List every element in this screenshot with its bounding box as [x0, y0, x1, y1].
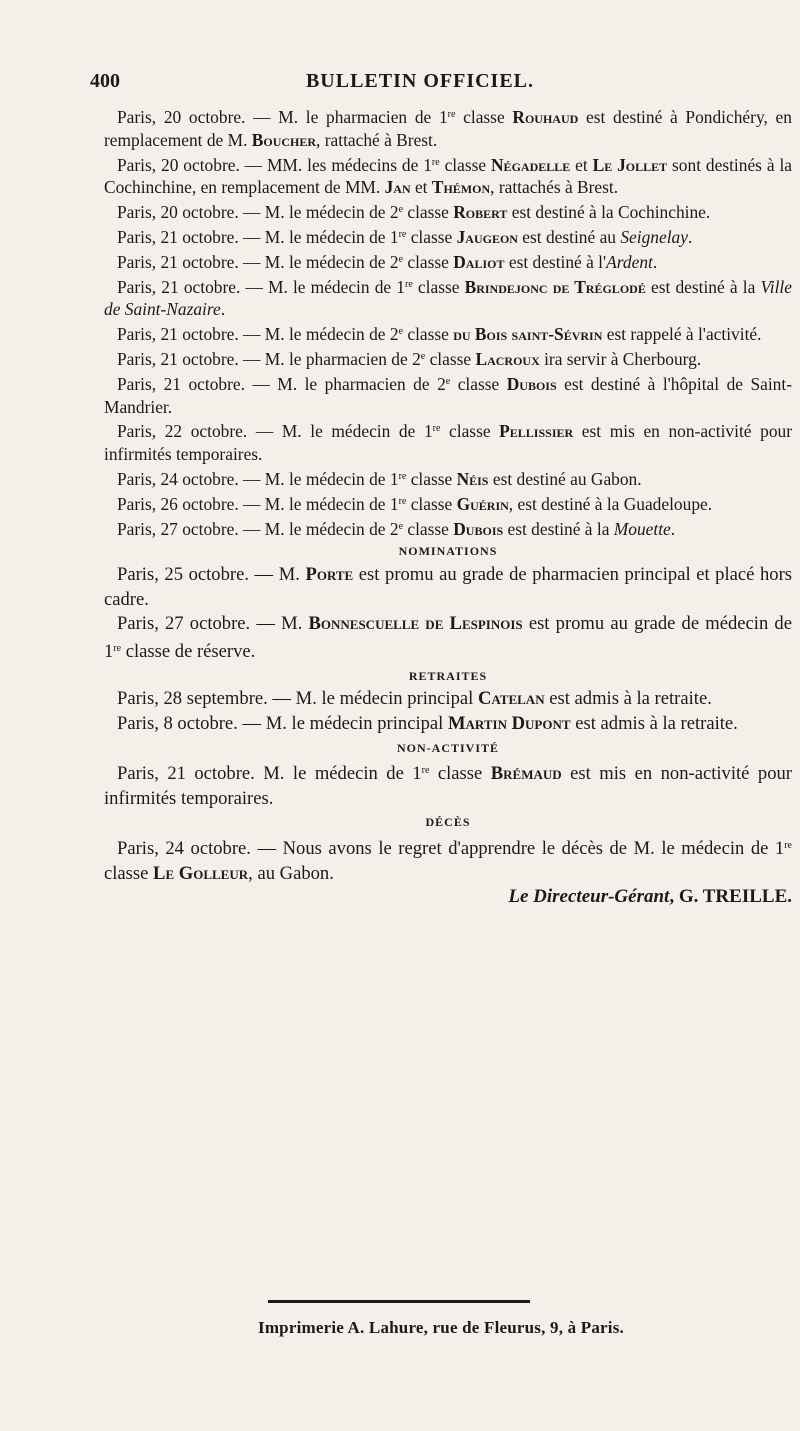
section-title-non-activite: NON-ACTIVITÉ	[396, 740, 499, 755]
person-name: Thémon	[431, 177, 491, 198]
entry-paragraph: Paris, 21 octobre. — M. le médecin de 1re classe Brindejonc de Tréglodé est destiné à la Ville de Saint-Nazaire.	[104, 276, 792, 320]
person-name: Daliot	[453, 251, 505, 272]
ship-name: Ardent	[606, 251, 653, 272]
person-name: du Bois saint-Sévrin	[453, 324, 603, 345]
running-title: BULLETIN OFFICIEL.	[305, 70, 535, 92]
entry-paragraph: Paris, 24 octobre. — M. le médecin de 1re classe Néis est destiné au Gabon.	[117, 468, 642, 489]
entry-paragraph: Paris, 26 octobre. — M. le médecin de 1re classe Guérin, est destiné à la Guadeloupe.	[117, 493, 713, 514]
entry-paragraph: Paris, 20 octobre. — M. le pharmacien de 1re classe Rouhaud est destiné à Pondichéry, en remplacement de M. Boucher, rattaché à Brest.	[104, 107, 792, 150]
section-title-nominations: NOMINATIONS	[398, 544, 498, 559]
person-name: Porte	[305, 564, 354, 586]
signature-name: G. TREILLE.	[678, 886, 792, 908]
signature-title: Le Directeur-Gérant	[508, 886, 670, 908]
entry-paragraph: Paris, 27 octobre. — M. Bonnescuelle de Lespinois est promu au grade de médecin de 1re classe de réserve.	[104, 613, 792, 662]
ship-name: Mouette	[613, 518, 671, 539]
entry-paragraph: Paris, 27 octobre. — M. le médecin de 2e classe Dubois est destiné à la Mouette.	[117, 518, 676, 539]
deces-section	[104, 834, 792, 886]
person-name: Jan	[384, 177, 411, 198]
person-name: Martin Dupont	[447, 712, 571, 734]
entry-paragraph: Paris, 21 octobre. — M. le médecin de 1re classe Jaugeon est destiné au Seignelay.	[117, 226, 693, 247]
entry-paragraph: Paris, 21 octobre. — M. le médecin de 2e classe Daliot est destiné à l'Ardent.	[117, 251, 658, 272]
entry-paragraph: Paris, 20 octobre. — MM. les médecins de 1re classe Négadelle et Le Jollet sont destinés à la Cochinchine, en remplacement de MM. Jan et Thémon, rattachés à Brest.	[104, 154, 792, 198]
person-name: Négadelle	[491, 154, 571, 175]
entry-paragraph: Paris, 28 septembre. — M. le médecin principal Catelan est admis à la retraite.	[117, 688, 712, 710]
section-title-retraites: RETRAITES	[408, 668, 488, 683]
person-name: Lacroux	[475, 348, 540, 369]
person-name: Le Golleur	[153, 862, 249, 884]
person-name: Brindejonc de Tréglodé	[464, 276, 646, 297]
entry-paragraph: Paris, 22 octobre. — M. le médecin de 1re classe Pellissier est mis en non-activité pour infirmités temporaires.	[104, 421, 792, 465]
ship-name: Ville de Saint-Nazaire	[104, 276, 792, 320]
entry-paragraph: Paris, 25 octobre. — M. Porte est promu au grade de pharmacien principal et placé hors cadre.	[104, 564, 792, 610]
footer-rule	[268, 1300, 530, 1303]
page-body	[104, 104, 792, 909]
entry-paragraph: Paris, 21 octobre. M. le médecin de 1re classe Brémaud est mis en non-activité pour infirmités temporaires.	[104, 763, 792, 809]
retraites-section	[104, 687, 792, 736]
person-name: Brémaud	[490, 763, 562, 785]
person-name: Néis	[456, 468, 489, 489]
entry-paragraph: Paris, 24 octobre. — Nous avons le regret d'apprendre le décès de M. le médecin de 1re classe Le Golleur, au Gabon.	[104, 838, 792, 884]
person-name: Guérin	[456, 493, 509, 514]
person-name: Dubois	[506, 373, 557, 394]
person-name: Dubois	[453, 518, 504, 539]
person-name: Boucher	[251, 129, 317, 150]
person-name: Jaugeon	[456, 226, 518, 247]
page-number: 400	[90, 70, 120, 92]
person-name: Le Jollet	[592, 154, 668, 175]
person-name: Rouhaud	[512, 107, 579, 127]
entry-paragraph: Paris, 21 octobre. — M. le médecin de 2e classe du Bois saint-Sévrin est rappelé à l'activité.	[117, 324, 762, 345]
page-header	[90, 70, 750, 94]
person-name: Catelan	[477, 688, 545, 710]
person-name: Bonnescuelle de Lespinois	[308, 613, 523, 635]
non-activite-section	[104, 759, 792, 811]
ship-name: Seignelay	[620, 226, 688, 247]
person-name: Robert	[453, 202, 508, 223]
nominations-section	[104, 563, 792, 664]
entry-paragraph: Paris, 21 octobre. — M. le pharmacien de 2e classe Lacroux ira servir à Cherbourg.	[117, 348, 702, 369]
entry-paragraph: Paris, 20 octobre. — M. le médecin de 2e classe Robert est destiné à la Cochinchine.	[117, 202, 711, 223]
printer-imprint: Imprimerie A. Lahure, rue de Fleurus, 9, à Paris.	[258, 1318, 624, 1337]
signature: Le Directeur-Gérant, G. TREILLE.	[508, 886, 792, 908]
entry-paragraph: Paris, 21 octobre. — M. le pharmacien de 2e classe Dubois est destiné à l'hôpital de Saint-Mandrier.	[104, 373, 792, 417]
person-name: Pellissier	[499, 421, 574, 442]
entry-paragraph: Paris, 8 octobre. — M. le médecin principal Martin Dupont est admis à la retraite.	[117, 712, 738, 734]
section-title-deces: DÉCÈS	[425, 815, 471, 830]
